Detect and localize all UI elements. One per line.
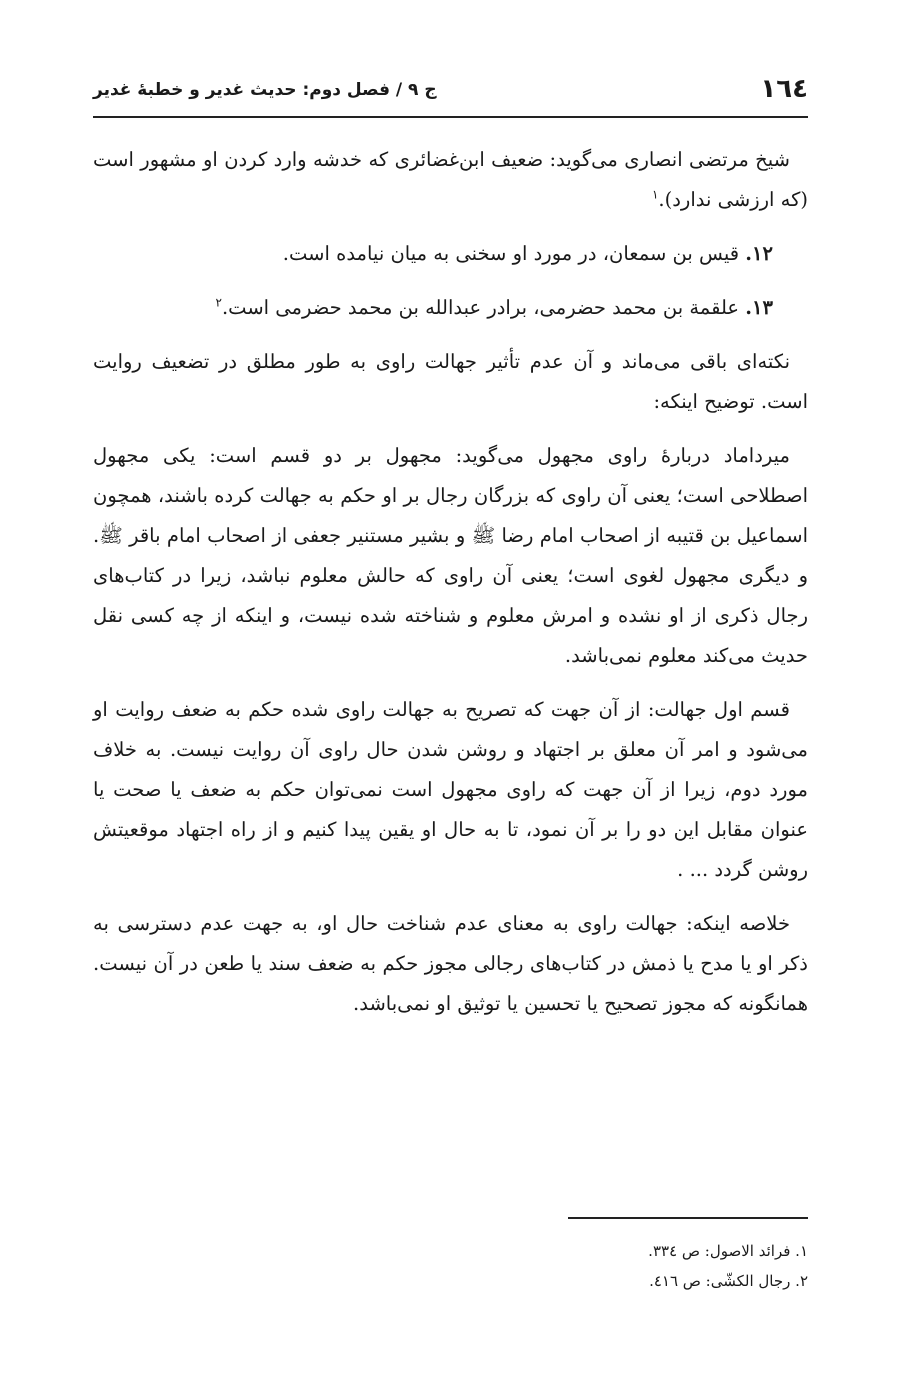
paragraph: قسم اول جهالت: از آن جهت كه تصريح به جهالت راوى شده حكم به ضعف روايت او مى‌شود و امر آن معلق بر اجتهاد و روشن شدن حال راوى آن روايت نيست. به خلاف مورد دوم، زيرا از آن جهت كه راوى مجهول است نمى‌توان حكم به ضعف يا صحت يا عنوان مقابل اين دو را بر آن نمود، تا به حال او يقين پيدا كنيم و از راه اجتهاد موقعيتش روشن گردد ... . xyxy=(93,698,808,881)
item-number: ١٢. xyxy=(745,242,773,265)
paragraph: خلاصه اينكه: جهالت راوى به معناى عدم شناخت حال او، به جهت عدم دسترسى به ذكر او يا مدح يا ذمش در كتاب‌هاى رجالى مجوز حكم به ضعف سند يا طعن در آن نيست. همانگونه كه مجوز تصحيح يا تحسين يا توثيق او نمى‌باشد. xyxy=(93,912,808,1015)
body-text xyxy=(93,140,808,1038)
footnote-divider xyxy=(568,1217,808,1219)
paragraph-text: شيخ مرتضى انصارى مى‌گويد: ضعيف ابن‌غضائرى كه خدشه وارد كردن او مشهور است (كه ارزشى ندارد). xyxy=(93,148,808,211)
footnotes xyxy=(648,1236,808,1296)
paragraph: نكته‌اى باقى مى‌ماند و آن عدم تأثير جهالت راوى به طور مطلق در تضعيف روايت است. توضيح اينكه: xyxy=(93,350,808,413)
paragraph: ميرداماد دربارۀ راوى مجهول مى‌گويد: مجهول بر دو قسم است: يكى مجهول اصطلاحى است؛ يعنى آن راوى كه بزرگان رجال بر او حكم به جهالت كرده باشند، همچون اسماعيل بن قتيبه از اصحاب امام رضا ﷺ و بشير مستنير جعفى از اصحاب امام باقر ﷺ. و ديگرى مجهول لغوى است؛ يعنى آن راوى كه حالش معلوم نباشد، زيرا در كتاب‌هاى رجال ذكرى از او نشده و امرش معلوم و شناخته شده نيست، و اينكه از چه كسى نقل حديث مى‌كند معلوم نمى‌باشد. xyxy=(93,444,808,667)
footnote: ١. فرائد الاصول: ص ٣٣٤. xyxy=(648,1242,808,1260)
item-text: علقمة بن محمد حضرمى، برادر عبدالله بن محمد حضرمى است. xyxy=(221,296,740,319)
book-page xyxy=(93,0,808,1390)
paragraph xyxy=(93,140,808,220)
list-item xyxy=(93,288,808,328)
list-item xyxy=(93,234,808,274)
running-header xyxy=(93,66,808,118)
footnote-ref: ١ xyxy=(651,187,659,202)
footnote-ref: ٢ xyxy=(215,295,222,310)
item-text: قيس بن سمعان، در مورد او سخنى به ميان نيامده است. xyxy=(282,242,740,265)
running-title: ج ٩ / فصل دوم: حديث غدير و خطبۀ غدير xyxy=(93,80,437,100)
page-number: ١٦٤ xyxy=(760,74,808,104)
item-number: ١٣. xyxy=(745,296,773,319)
footnote: ٢. رجال الكشّى: ص ٤١٦. xyxy=(649,1272,808,1290)
